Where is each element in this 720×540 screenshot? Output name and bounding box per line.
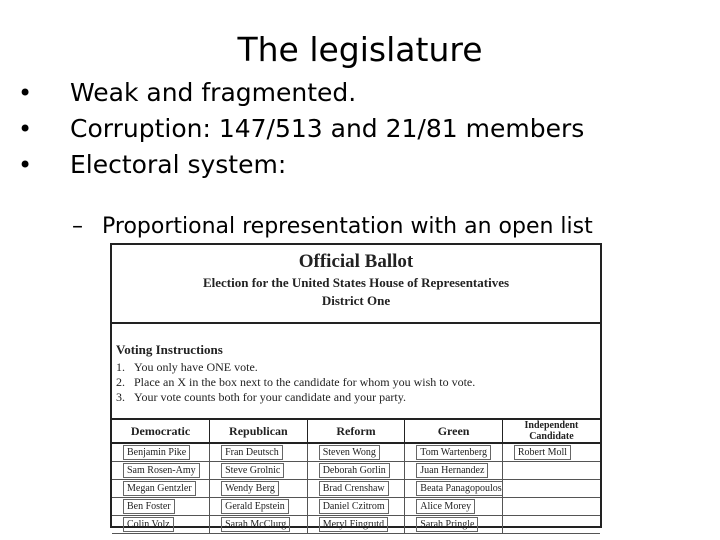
bullet-item	[18, 78, 708, 114]
candidate-cell	[112, 516, 210, 534]
candidate-cell	[210, 480, 308, 498]
bullet-dot: •	[18, 79, 33, 107]
step-number: 1.	[116, 360, 125, 374]
ballot-district: District One	[321, 293, 391, 308]
sub-bullet-dash: –	[72, 214, 83, 239]
step-text: You only have ONE vote.	[134, 360, 258, 374]
candidate-cell	[307, 480, 405, 498]
party-header: Democratic	[112, 420, 210, 443]
instructions-title: Voting Instructions	[116, 342, 223, 357]
table-row	[112, 462, 600, 480]
party-header-row	[112, 420, 600, 443]
candidate-name: Deborah Gorlin	[319, 463, 390, 478]
candidate-name: Megan Gentzler	[123, 481, 196, 496]
candidate-cell	[210, 498, 308, 516]
table-row	[112, 443, 600, 462]
bullet-text: Weak and fragmented.	[70, 78, 357, 107]
candidate-name: Colin Volz	[123, 517, 174, 532]
bullet-item	[18, 150, 708, 186]
candidate-cell	[502, 480, 600, 498]
party-header: Green	[405, 420, 503, 443]
candidate-cell	[210, 443, 308, 462]
bullet-text: Corruption: 147/513 and 21/81 members	[70, 114, 585, 143]
candidate-name: Benjamin Pike	[123, 445, 190, 460]
table-row	[112, 498, 600, 516]
candidate-cell	[112, 498, 210, 516]
candidate-name: Sam Rosen-Amy	[123, 463, 200, 478]
ballot-header	[112, 245, 600, 324]
candidate-name: Beata Panagopoulos	[416, 481, 502, 496]
bullet-list	[18, 78, 708, 186]
candidate-cell	[405, 498, 503, 516]
slide-title: The legislature	[237, 30, 483, 69]
step-text: Your vote counts both for your candidate and your party.	[134, 390, 406, 404]
step-text: Place an X in the box next to the candidate for whom you wish to vote.	[134, 375, 476, 389]
instruction-step	[116, 360, 600, 375]
candidate-cell	[405, 443, 503, 462]
candidate-cell	[502, 462, 600, 480]
candidate-name: Steve Grolnic	[221, 463, 284, 478]
candidate-cell	[307, 498, 405, 516]
candidate-cell	[307, 516, 405, 534]
step-number: 3.	[116, 390, 125, 404]
candidate-cell	[210, 516, 308, 534]
sub-bullet	[72, 214, 593, 239]
sub-bullet-text: Proportional representation with an open list	[102, 214, 593, 239]
candidate-name: Brad Crenshaw	[319, 481, 389, 496]
candidate-name: Steven Wong	[319, 445, 380, 460]
candidate-table	[112, 420, 600, 534]
bullet-dot: •	[18, 151, 33, 179]
bullet-text: Electoral system:	[70, 150, 287, 179]
candidate-cell	[112, 480, 210, 498]
party-header: Reform	[307, 420, 405, 443]
candidate-name: Juan Hernandez	[416, 463, 488, 478]
candidate-name: Sarah Pringle	[416, 517, 478, 532]
bullet-dot: •	[18, 115, 33, 143]
table-row	[112, 516, 600, 534]
bullet-item	[18, 114, 708, 150]
ballot-subtitle: Election for the United States House of Representatives	[202, 275, 510, 290]
ballot-title: Official Ballot	[298, 251, 414, 272]
candidate-name: Gerald Epstein	[221, 499, 289, 514]
candidate-cell	[307, 462, 405, 480]
candidate-cell	[405, 462, 503, 480]
candidate-name: Sarah McClurg	[221, 517, 290, 532]
party-header: Independent Candidate	[502, 420, 600, 443]
candidate-name: Meryl Fingrutd	[319, 517, 388, 532]
candidate-name: Alice Morey	[416, 499, 475, 514]
candidate-cell	[502, 443, 600, 462]
instruction-step	[116, 390, 600, 405]
candidate-name: Wendy Berg	[221, 481, 279, 496]
candidate-cell	[502, 498, 600, 516]
candidate-name: Tom Wartenberg	[416, 445, 491, 460]
candidate-cell	[112, 443, 210, 462]
candidate-cell	[405, 516, 503, 534]
candidate-name: Robert Moll	[514, 445, 571, 460]
candidate-name: Daniel Czitrom	[319, 499, 389, 514]
candidate-name: Fran Deutsch	[221, 445, 283, 460]
candidate-cell	[210, 462, 308, 480]
candidate-cell	[112, 462, 210, 480]
instruction-step	[116, 375, 600, 390]
candidate-cell	[405, 480, 503, 498]
candidate-cell	[307, 443, 405, 462]
party-header: Republican	[210, 420, 308, 443]
ballot-image	[110, 243, 602, 528]
ballot-instructions	[112, 324, 600, 420]
candidate-name: Ben Foster	[123, 499, 175, 514]
table-row	[112, 480, 600, 498]
candidate-cell	[502, 516, 600, 534]
step-number: 2.	[116, 375, 125, 389]
